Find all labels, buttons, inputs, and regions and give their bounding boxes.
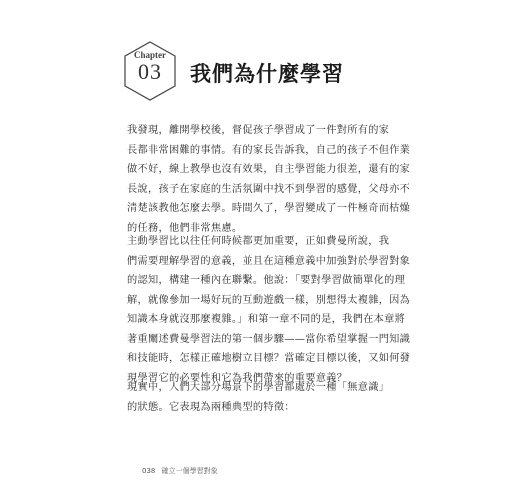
text-line: 知識本身就沒那麼複雜。」和第一章不同的是，我們在本章將 — [127, 314, 406, 325]
chapter-title: 我們為什麼學習 — [190, 62, 344, 86]
text-line: 清楚該教他怎麼去學。時間久了，學習變成了一件極奇而枯燥 — [127, 203, 411, 214]
text-line: 現實中，人們大部分場景下的學習都處於一種「無意識」 — [127, 382, 390, 393]
text-line: 做不好，線上教學也沒有效果，自主學習能力很差，還有的家 — [127, 164, 411, 175]
text-line: 和技能時，怎樣正確地樹立目標？當確定目標以後，又如何發 — [127, 353, 411, 364]
text-line: 著重闡述費曼學習法的第一個步驟——當你希望掌握一門知識 — [127, 333, 411, 345]
paragraph-3 — [127, 378, 399, 417]
text-line: 長都非常困難的事情。有的家長告訴我，自己的孩子不但作業 — [127, 144, 411, 156]
chapter-badge — [122, 40, 178, 102]
section-title: 確立一個學習對象 — [161, 467, 218, 475]
chapter-label: Chapter — [134, 50, 166, 60]
page-number: 038 — [142, 467, 156, 475]
chapter-number: 03 — [138, 59, 162, 84]
paragraph-1 — [127, 121, 411, 238]
text-line: 我發現，離開學校後，督促孩子學習成了一件對所有的家 — [127, 125, 390, 136]
paragraph-2 — [127, 232, 411, 388]
text-line: 長說，孩子在家庭的生活氛圍中找不到學習的感覺，父母亦不 — [127, 183, 411, 195]
text-line: 現學習它的必要性和它為我們帶來的重要意義？ — [127, 372, 348, 384]
text-line: 的任務，他們非常焦慮。 — [127, 222, 243, 234]
text-line: 的認知，構建一種內在聯繫。他說：「要對學習做簡單化的理 — [127, 275, 406, 286]
text-line: 解，就像參加一場好玩的互動遊戲一樣，別想得太複雜，因為 — [127, 294, 411, 306]
page-footer — [142, 466, 218, 476]
text-line: 的狀態。它表現為兩種典型的特徵： — [127, 401, 295, 413]
text-line: 們需要理解學習的意義，並且在這種意義中加強對於學習對象 — [127, 255, 411, 267]
text-line: 主動學習比以往任何時候都更加重要，正如費曼所說，我 — [127, 236, 390, 247]
